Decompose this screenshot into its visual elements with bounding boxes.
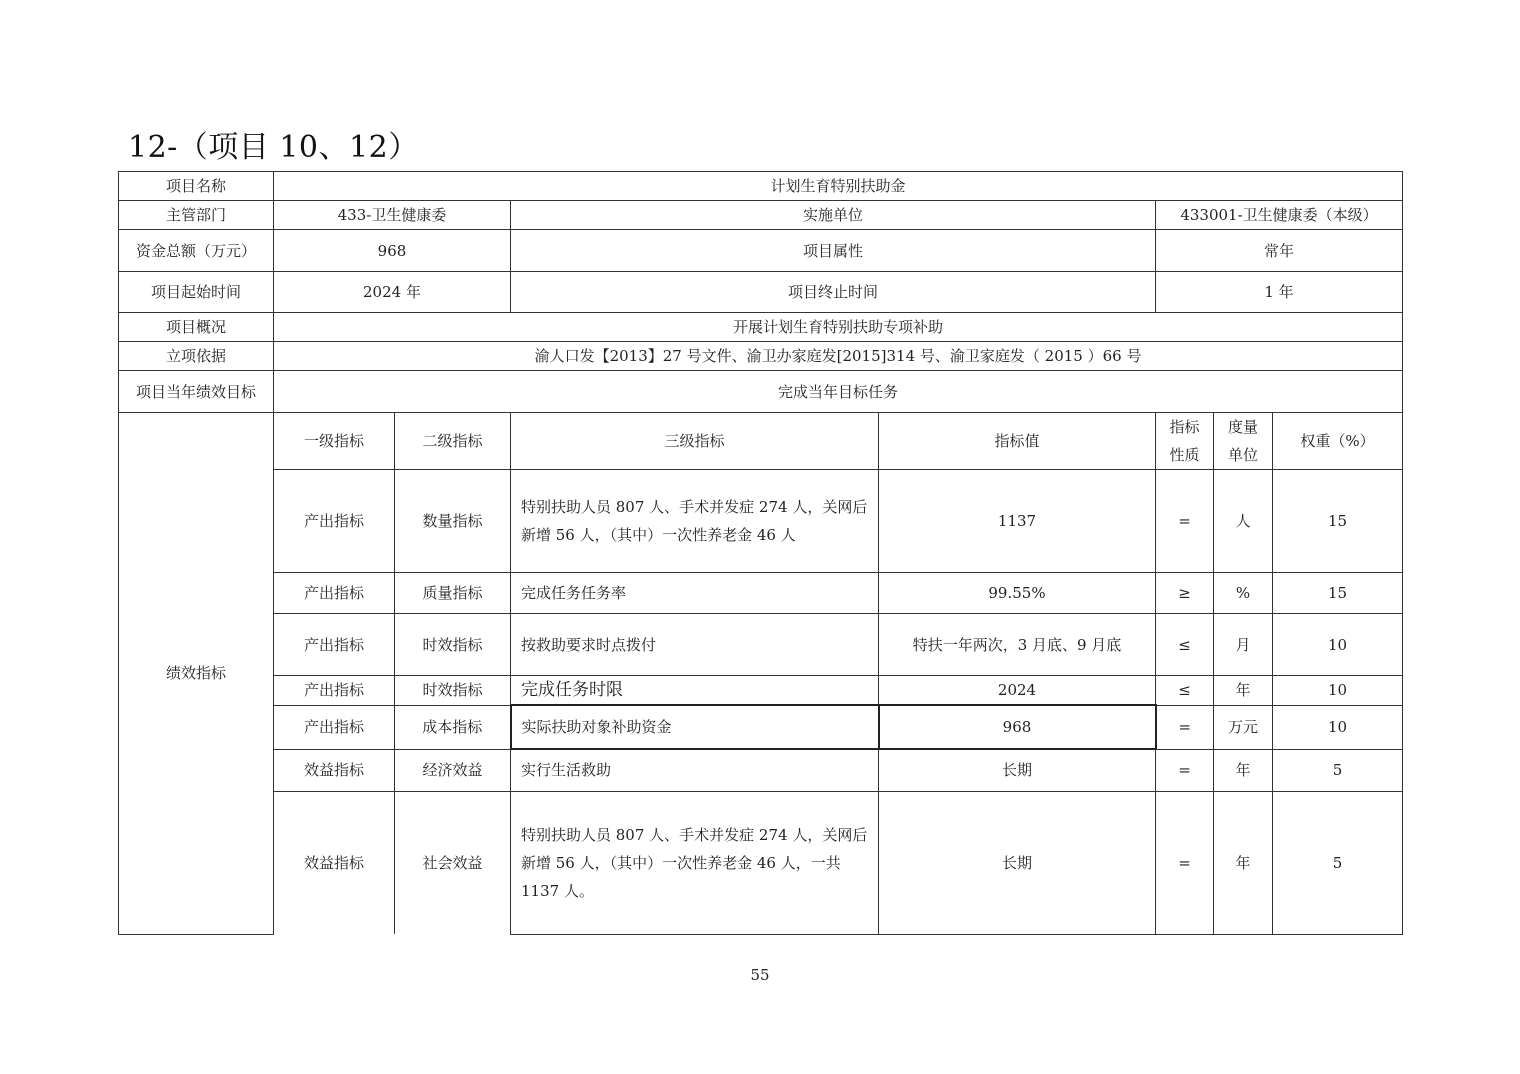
row-level2: 经济效益 xyxy=(395,749,511,791)
row-level3: 完成任务任务率 xyxy=(511,573,879,614)
row-weight: 15 xyxy=(1273,573,1403,614)
row-unit: % xyxy=(1214,573,1273,614)
row-level1: 产出指标 xyxy=(274,573,395,614)
row-level1: 产出指标 xyxy=(274,676,395,706)
page-number: 55 xyxy=(750,966,770,984)
header-nature-line1: 指标 xyxy=(1169,418,1200,436)
row-weight: 10 xyxy=(1273,705,1403,749)
start-label: 项目起始时间 xyxy=(119,272,274,313)
row-nature: = xyxy=(1156,749,1214,791)
row-weight: 15 xyxy=(1273,470,1403,573)
row-time xyxy=(119,272,1403,313)
header-unit-line2: 单位 xyxy=(1227,446,1258,464)
header-level3: 三级指标 xyxy=(511,413,879,470)
row-value: 特扶一年两次，3 月底、9 月底 xyxy=(879,614,1156,676)
row-level3: 实行生活救助 xyxy=(511,749,879,791)
table-row xyxy=(119,749,1403,791)
row-nature: = xyxy=(1156,705,1214,749)
table-row xyxy=(119,791,1403,934)
row-department xyxy=(119,201,1403,230)
row-weight: 10 xyxy=(1273,614,1403,676)
goal-label: 项目当年绩效目标 xyxy=(119,371,274,413)
department-label: 主管部门 xyxy=(119,201,274,230)
row-value: 968 xyxy=(879,705,1156,749)
unit-value: 433001-卫生健康委（本级） xyxy=(1156,201,1403,230)
row-goal xyxy=(119,371,1403,413)
row-weight: 10 xyxy=(1273,676,1403,706)
unit-label: 实施单位 xyxy=(511,201,1156,230)
table-row xyxy=(119,614,1403,676)
table-row xyxy=(119,705,1403,749)
row-basis xyxy=(119,342,1403,371)
attribute-value: 常年 xyxy=(1156,230,1403,272)
row-level2: 成本指标 xyxy=(395,705,511,749)
row-level1: 效益指标 xyxy=(274,791,395,934)
project-name-label: 项目名称 xyxy=(119,172,274,201)
header-value: 指标值 xyxy=(879,413,1156,470)
row-unit: 万元 xyxy=(1214,705,1273,749)
row-value: 长期 xyxy=(879,791,1156,934)
funds-value: 968 xyxy=(274,230,511,272)
row-level1: 效益指标 xyxy=(274,749,395,791)
project-name-value: 计划生育特别扶助金 xyxy=(274,172,1403,201)
row-level3: 实际扶助对象补助资金 xyxy=(511,705,879,749)
start-value: 2024 年 xyxy=(274,272,511,313)
row-weight: 5 xyxy=(1273,749,1403,791)
row-level2: 时效指标 xyxy=(395,676,511,706)
header-nature-line2: 性质 xyxy=(1169,446,1200,464)
row-nature: ≤ xyxy=(1156,614,1214,676)
header-level1: 一级指标 xyxy=(274,413,395,470)
indicator-header-row xyxy=(119,413,1403,470)
row-project-name xyxy=(119,172,1403,201)
table-row xyxy=(119,676,1403,706)
overview-label: 项目概况 xyxy=(119,313,274,342)
row-level3: 特别扶助人员 807 人、手术并发症 274 人，关网后新增 56 人，（其中）一次性养老金 46 人 xyxy=(511,470,879,573)
row-nature: ≥ xyxy=(1156,573,1214,614)
header-nature xyxy=(1156,413,1214,470)
row-nature: = xyxy=(1156,470,1214,573)
attribute-label: 项目属性 xyxy=(511,230,1156,272)
row-unit: 月 xyxy=(1214,614,1273,676)
row-level3: 完成任务时限 xyxy=(511,676,879,706)
row-unit: 年 xyxy=(1214,749,1273,791)
end-value: 1 年 xyxy=(1156,272,1403,313)
row-unit: 年 xyxy=(1214,676,1273,706)
row-level1: 产出指标 xyxy=(274,705,395,749)
row-level1: 产出指标 xyxy=(274,614,395,676)
header-level2: 二级指标 xyxy=(395,413,511,470)
department-value: 433-卫生健康委 xyxy=(274,201,511,230)
header-weight: 权重（%） xyxy=(1273,413,1403,470)
header-unit xyxy=(1214,413,1273,470)
indicators-section-label: 绩效指标 xyxy=(119,413,274,935)
row-overview xyxy=(119,313,1403,342)
basis-value: 渝人口发【2013】27 号文件、渝卫办家庭发[2015]314 号、渝卫家庭发（ 2015 ）66 号 xyxy=(274,342,1403,371)
row-level2: 时效指标 xyxy=(395,614,511,676)
funds-label: 资金总额（万元） xyxy=(119,230,274,272)
row-value: 长期 xyxy=(879,749,1156,791)
goal-value: 完成当年目标任务 xyxy=(274,371,1403,413)
overview-value: 开展计划生育特别扶助专项补助 xyxy=(274,313,1403,342)
row-value: 99.55% xyxy=(879,573,1156,614)
row-level3: 特别扶助人员 807 人、手术并发症 274 人，关网后新增 56 人，（其中）一次性养老金 46 人，一共 1137 人。 xyxy=(511,791,879,934)
performance-target-table xyxy=(118,171,1403,935)
page-heading: 12-（项目 10、12） xyxy=(128,130,419,165)
row-level2: 质量指标 xyxy=(395,573,511,614)
row-value: 1137 xyxy=(879,470,1156,573)
row-funds xyxy=(119,230,1403,272)
row-level2: 社会效益 xyxy=(395,791,511,934)
row-level1: 产出指标 xyxy=(274,470,395,573)
row-level2: 数量指标 xyxy=(395,470,511,573)
table-row xyxy=(119,470,1403,573)
basis-label: 立项依据 xyxy=(119,342,274,371)
row-unit: 人 xyxy=(1214,470,1273,573)
row-unit: 年 xyxy=(1214,791,1273,934)
row-nature: ≤ xyxy=(1156,676,1214,706)
row-value: 2024 xyxy=(879,676,1156,706)
header-unit-line1: 度量 xyxy=(1227,418,1258,436)
table-row xyxy=(119,573,1403,614)
end-label: 项目终止时间 xyxy=(511,272,1156,313)
row-level3: 按救助要求时点拨付 xyxy=(511,614,879,676)
row-nature: = xyxy=(1156,791,1214,934)
row-weight: 5 xyxy=(1273,791,1403,934)
